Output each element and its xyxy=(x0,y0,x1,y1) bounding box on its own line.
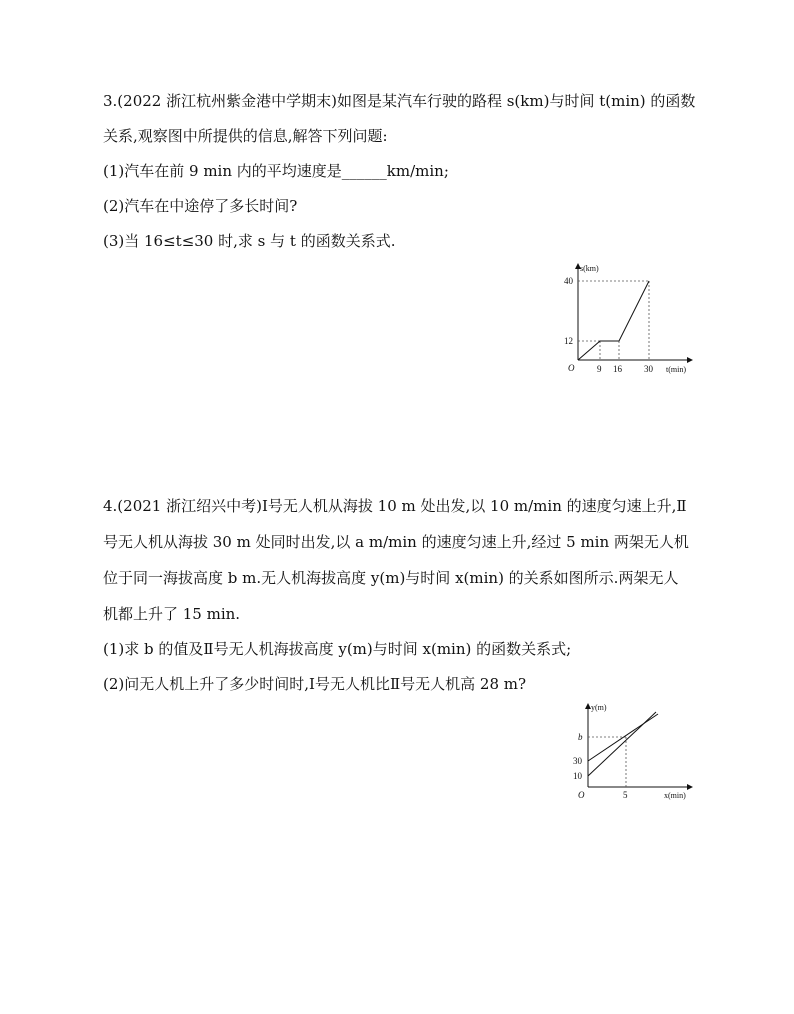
problem4-stem-line2: 号无人机从海拔 30 m 处同时出发,以 a m/min 的速度匀速上升,经过 5 min 两架无人机 xyxy=(103,533,689,551)
problem3-question3: (3)当 16≤t≤30 时,求 s 与 t 的函数关系式. xyxy=(103,232,396,250)
problem3-stem-line1: 3.(2022 浙江杭州紫金港中学期末)如图是某汽车行驶的路程 s(km)与时间 t(min) 的函数 xyxy=(103,92,696,110)
distance-time-line xyxy=(578,281,649,360)
y-tick-10: 10 xyxy=(573,771,582,781)
y-axis-label: s(km) xyxy=(580,264,599,273)
origin-label: O xyxy=(568,363,575,373)
x-tick-5: 5 xyxy=(623,790,628,800)
drone-II-line xyxy=(588,714,658,761)
problem3-question2: (2)汽车在中途停了多长时间? xyxy=(103,197,298,215)
problem3-question1: (1)汽车在前 9 min 内的平均速度是______km/min; xyxy=(103,162,449,180)
problem3-stem-line2: 关系,观察图中所提供的信息,解答下列问题: xyxy=(103,127,388,145)
y-tick-b: b xyxy=(578,732,583,742)
problem4-graph xyxy=(570,700,700,805)
x-tick-9: 9 xyxy=(597,364,602,374)
problem4-question2: (2)问无人机上升了多少时间时,Ⅰ号无人机比Ⅱ号无人机高 28 m? xyxy=(103,675,527,693)
y-tick-40: 40 xyxy=(564,276,573,286)
origin-label: O xyxy=(578,790,585,800)
problem4-question1: (1)求 b 的值及Ⅱ号无人机海拔高度 y(m)与时间 x(min) 的函数关系式; xyxy=(103,640,572,658)
y-tick-30: 30 xyxy=(573,756,582,766)
problem4-stem-line4: 机都上升了 15 min. xyxy=(103,605,241,623)
y-axis-label: y(m) xyxy=(591,703,607,712)
x-axis-label: x(min) xyxy=(664,791,686,800)
problem4-stem-line3: 位于同一海拔高度 b m.无人机海拔高度 y(m)与时间 x(min) 的关系如图所示.两架无人 xyxy=(103,569,679,587)
x-tick-16: 16 xyxy=(613,364,622,374)
problem4-stem-line1: 4.(2021 浙江绍兴中考)Ⅰ号无人机从海拔 10 m 处出发,以 10 m/min 的速度匀速上升,Ⅱ xyxy=(103,497,687,515)
x-axis-label: t(min) xyxy=(666,365,686,374)
y-tick-12: 12 xyxy=(564,336,573,346)
x-tick-30: 30 xyxy=(644,364,653,374)
problem3-graph xyxy=(560,258,700,378)
